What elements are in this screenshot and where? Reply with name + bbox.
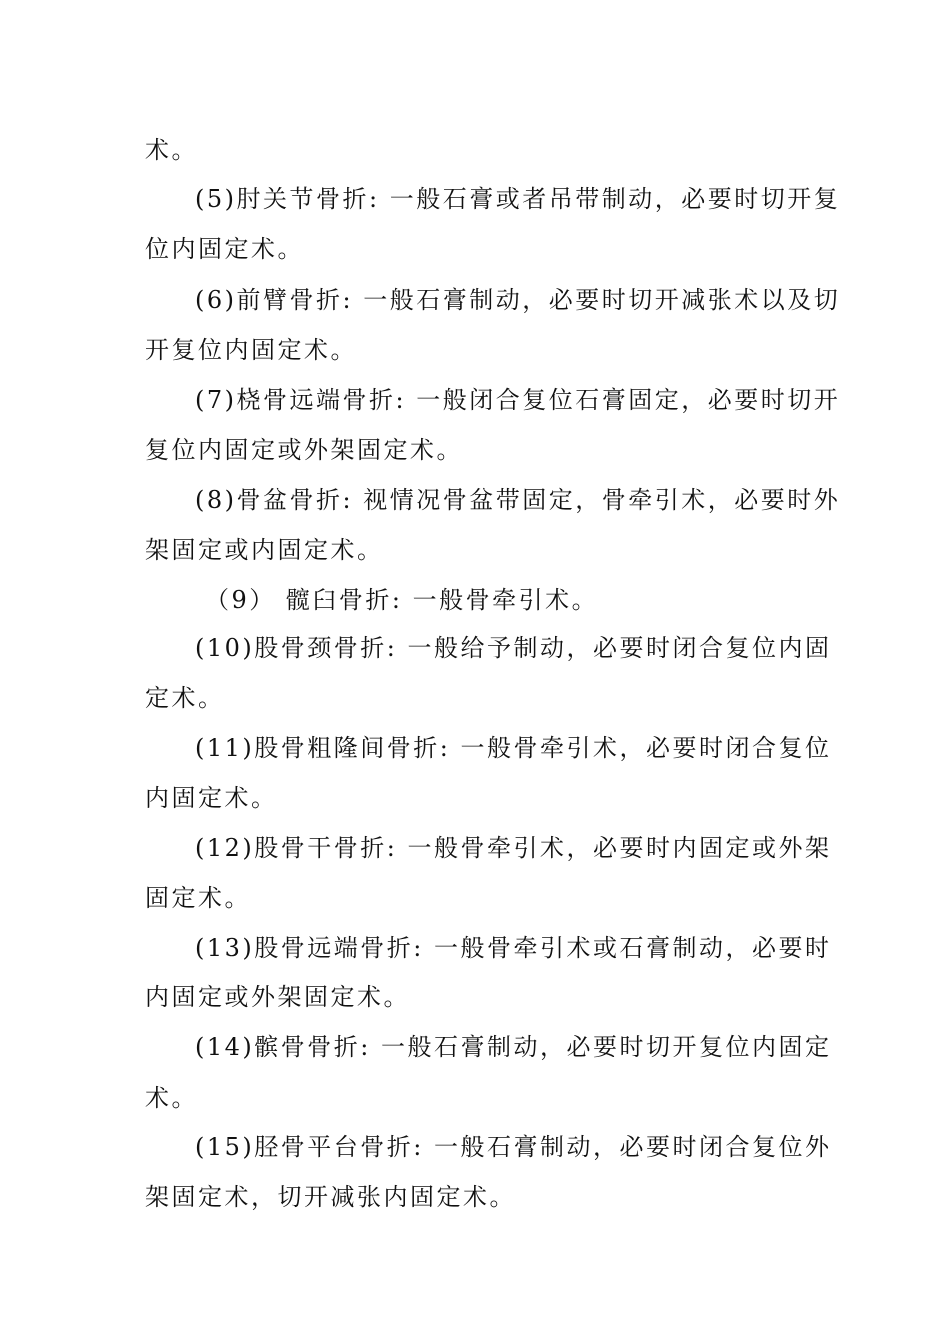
text-line: 架固定术，切开减张内固定术。 — [145, 1183, 516, 1211]
text-line: (11)股骨粗隆间骨折: 一般骨牵引术，必要时闭合复位 — [195, 734, 832, 762]
text-line: （9） 髋臼骨折: 一般骨牵引术。 — [205, 586, 599, 614]
text-line: (15)胫骨平台骨折: 一般石膏制动，必要时闭合复位外 — [195, 1133, 832, 1161]
text-line: 内固定术。 — [145, 784, 278, 812]
text-line: 定术。 — [145, 684, 225, 712]
text-line: 术。 — [145, 136, 198, 164]
text-line: 位内固定术。 — [145, 235, 304, 263]
text-line: 架固定或内固定术。 — [145, 536, 384, 564]
text-line: 复位内固定或外架固定术。 — [145, 436, 463, 464]
text-line: (7)桡骨远端骨折: 一般闭合复位石膏固定，必要时切开 — [195, 386, 841, 414]
text-line: 内固定或外架固定术。 — [145, 983, 410, 1011]
text-line: (8)骨盆骨折: 视情况骨盆带固定，骨牵引术，必要时外 — [195, 486, 841, 514]
text-line: (5)肘关节骨折: 一般石膏或者吊带制动，必要时切开复 — [195, 185, 841, 213]
text-line: 开复位内固定术。 — [145, 336, 357, 364]
text-line: (14)髌骨骨折: 一般石膏制动，必要时切开复位内固定 — [195, 1033, 832, 1061]
text-line: (10)股骨颈骨折: 一般给予制动，必要时闭合复位内固 — [195, 634, 832, 662]
text-line: (12)股骨干骨折: 一般骨牵引术，必要时内固定或外架 — [195, 834, 832, 862]
text-line: (6)前臂骨折: 一般石膏制动，必要时切开减张术以及切 — [195, 286, 841, 314]
text-line: 术。 — [145, 1084, 198, 1112]
text-line: (13)股骨远端骨折: 一般骨牵引术或石膏制动，必要时 — [195, 934, 832, 962]
text-line: 固定术。 — [145, 884, 251, 912]
